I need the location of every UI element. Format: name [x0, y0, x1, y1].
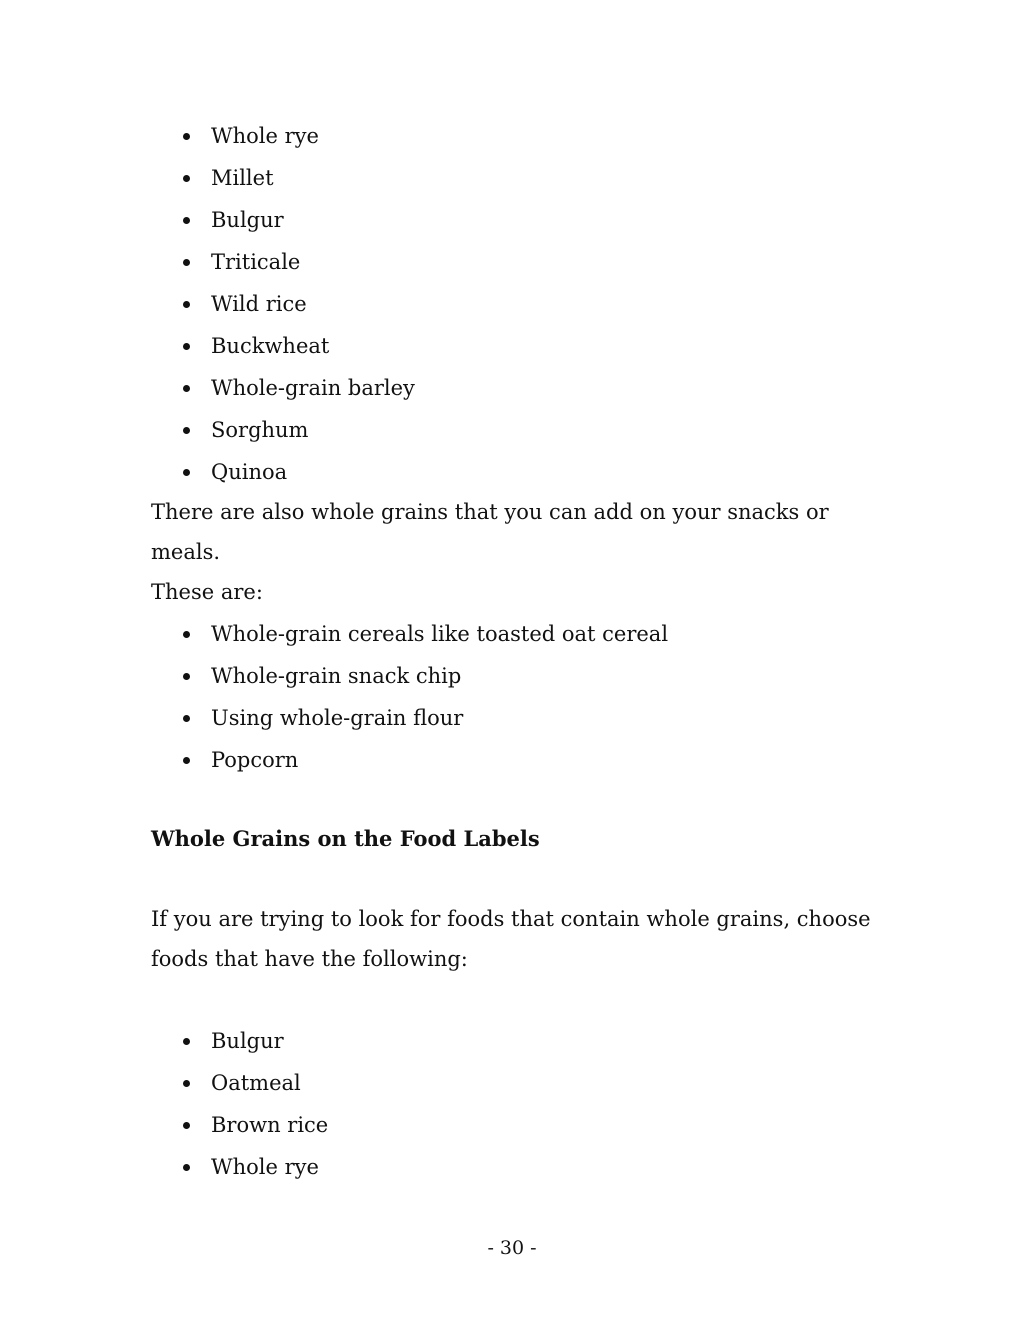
list-item: Bulgur — [0, 1020, 328, 1062]
list-item: Using whole-grain flour — [0, 697, 668, 739]
list-item: Whole-grain snack chip — [0, 655, 668, 697]
paragraph-line: These are: — [151, 580, 263, 604]
list-item: Oatmeal — [0, 1062, 328, 1104]
snack-grain-list — [0, 613, 668, 781]
snacks-paragraph — [151, 492, 881, 612]
list-item: Wild rice — [0, 283, 415, 325]
labels-paragraph — [151, 899, 881, 979]
paragraph-line: foods that have the following: — [151, 947, 468, 971]
label-grain-list — [0, 1020, 328, 1188]
page-number: - 30 - — [487, 1237, 537, 1259]
list-item: Buckwheat — [0, 325, 415, 367]
list-item: Whole-grain cereals like toasted oat cereal — [0, 613, 668, 655]
list-item: Millet — [0, 157, 415, 199]
list-item: Whole-grain barley — [0, 367, 415, 409]
list-item: Quinoa — [0, 451, 415, 493]
list-item: Whole rye — [0, 115, 415, 157]
list-item: Brown rice — [0, 1104, 328, 1146]
grain-list — [0, 115, 415, 493]
list-item: Whole rye — [0, 1146, 328, 1188]
paragraph-line: There are also whole grains that you can add on your snacks or meals. — [151, 500, 829, 564]
list-item: Triticale — [0, 241, 415, 283]
list-item: Popcorn — [0, 739, 668, 781]
list-item: Sorghum — [0, 409, 415, 451]
paragraph-line: If you are trying to look for foods that contain whole grains, choose — [151, 907, 871, 931]
list-item: Bulgur — [0, 199, 415, 241]
section-heading: Whole Grains on the Food Labels — [151, 826, 540, 851]
